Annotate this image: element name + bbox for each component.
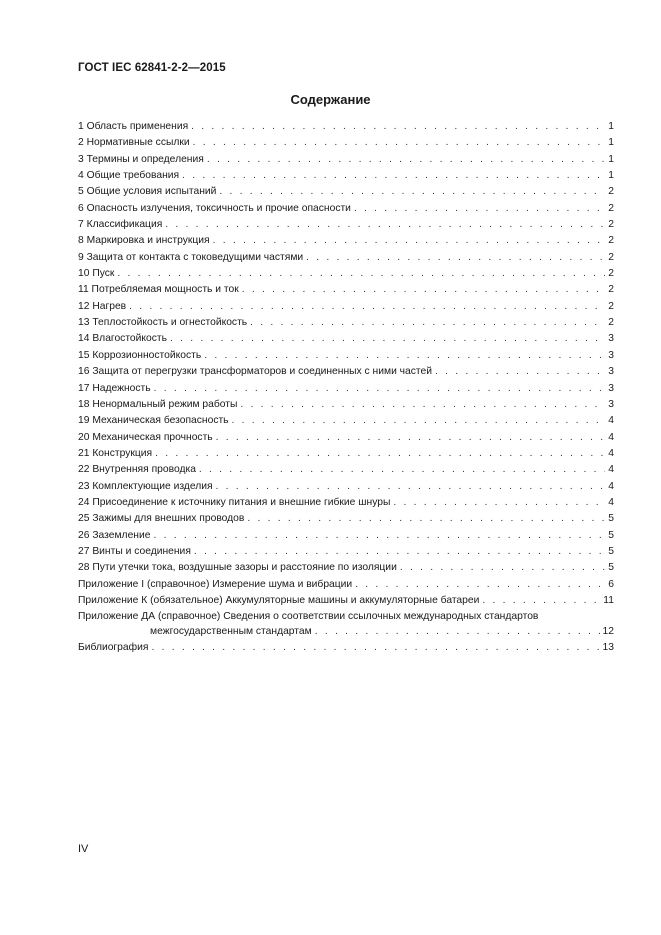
toc-entry-page: 2 bbox=[608, 202, 614, 214]
toc-dot-leader bbox=[207, 152, 605, 168]
toc-entry bbox=[78, 364, 614, 380]
toc-entry bbox=[78, 152, 614, 168]
toc-entry bbox=[78, 299, 614, 315]
toc-entry-page: 4 bbox=[608, 464, 614, 476]
toc-entry-label: 6 Опасность излучения, токсичность и прочие опасности bbox=[78, 202, 351, 214]
toc-dot-leader bbox=[153, 528, 605, 544]
toc-entry-label: 4 Общие требования bbox=[78, 170, 180, 182]
toc-entry-label: 5 Общие условия испытаний bbox=[78, 186, 217, 198]
toc-entry-annex-da bbox=[78, 609, 614, 640]
toc-entry-page: 2 bbox=[608, 284, 614, 296]
toc-entry-page: 2 bbox=[608, 268, 614, 280]
toc-entry-page: 4 bbox=[608, 447, 614, 459]
toc-entry-label: 26 Заземление bbox=[78, 529, 151, 541]
toc-dot-leader bbox=[216, 479, 606, 495]
toc-entry-page: 13 bbox=[602, 642, 614, 654]
toc-entry bbox=[78, 184, 614, 200]
toc-entry-label: 25 Зажимы для внешних проводов bbox=[78, 513, 245, 525]
toc-entry bbox=[78, 528, 614, 544]
toc-dot-leader bbox=[315, 624, 600, 640]
toc-entry bbox=[78, 315, 614, 331]
toc-entry-label: 8 Маркировка и инструкция bbox=[78, 235, 210, 247]
toc-dot-leader bbox=[219, 184, 605, 200]
toc-entry-label: 14 Влагостойкость bbox=[78, 333, 167, 345]
toc-dot-leader bbox=[242, 282, 606, 298]
toc-entry-label: 20 Механическая прочность bbox=[78, 431, 213, 443]
toc-entry-page: 3 bbox=[608, 382, 614, 394]
toc-entry bbox=[78, 331, 614, 347]
toc-dot-leader bbox=[151, 640, 599, 656]
toc-entry bbox=[78, 250, 614, 266]
toc-entry bbox=[78, 413, 614, 429]
toc-entry bbox=[78, 430, 614, 446]
toc-entry-label: 12 Нагрев bbox=[78, 300, 127, 312]
toc-entry-page: 3 bbox=[608, 398, 614, 410]
toc-dot-leader bbox=[482, 593, 600, 609]
toc-dot-leader bbox=[250, 315, 605, 331]
toc-entry-label-continued: межгосударственным стандартам bbox=[150, 626, 312, 638]
toc-entry-page: 2 bbox=[608, 186, 614, 198]
toc-entry bbox=[78, 577, 614, 593]
toc-entry-page: 5 bbox=[608, 513, 614, 525]
toc-entry-label: 21 Конструкция bbox=[78, 447, 153, 459]
toc-dot-leader bbox=[354, 201, 605, 217]
toc-entry-page: 4 bbox=[608, 480, 614, 492]
toc-entry-label: 27 Винты и соединения bbox=[78, 545, 191, 557]
toc-entry-page: 5 bbox=[608, 562, 614, 574]
toc-entry bbox=[78, 201, 614, 217]
toc-dot-leader bbox=[204, 348, 605, 364]
toc-entry-label: 28 Пути утечки тока, воздушные зазоры и расстояние по изоляции bbox=[78, 562, 397, 574]
toc-entry bbox=[78, 135, 614, 151]
toc-entry-label: 18 Ненормальный режим работы bbox=[78, 398, 238, 410]
toc-entry-page: 5 bbox=[608, 529, 614, 541]
toc-entry-page: 2 bbox=[608, 251, 614, 263]
toc-entry-label: 19 Механическая безопасность bbox=[78, 415, 229, 427]
page-number: IV bbox=[78, 843, 89, 855]
toc-entry bbox=[78, 479, 614, 495]
toc-dot-leader bbox=[182, 168, 605, 184]
toc-entry-label: 15 Коррозионностойкость bbox=[78, 349, 202, 361]
toc-entry-label: 11 Потребляемая мощность и ток bbox=[78, 284, 239, 296]
toc-dot-leader bbox=[393, 495, 605, 511]
toc-entry bbox=[78, 348, 614, 364]
toc-entry-page: 11 bbox=[603, 594, 614, 606]
toc-dot-leader bbox=[194, 544, 605, 560]
toc-entry-page: 1 bbox=[608, 153, 614, 165]
toc-entry-label: 16 Защита от перегрузки трансформаторов и соединенных с ними частей bbox=[78, 366, 432, 378]
toc-dot-leader bbox=[155, 446, 605, 462]
toc-entry-continuation bbox=[78, 624, 614, 640]
toc-entry bbox=[78, 495, 614, 511]
toc-entry-label: 7 Классификация bbox=[78, 219, 163, 231]
toc-entry bbox=[78, 511, 614, 527]
toc-dot-leader bbox=[232, 413, 606, 429]
toc-entry-page: 4 bbox=[608, 431, 614, 443]
toc-dot-leader bbox=[400, 560, 605, 576]
toc-entry-page: 2 bbox=[608, 300, 614, 312]
toc-entry bbox=[78, 446, 614, 462]
toc-entry bbox=[78, 397, 614, 413]
toc-entry-label: 1 Область применения bbox=[78, 121, 189, 132]
toc-dot-leader bbox=[154, 381, 606, 397]
toc-entry-page: 3 bbox=[608, 366, 614, 378]
toc-entry-label: Библиография bbox=[78, 642, 149, 654]
toc-entry-label: 23 Комплектующие изделия bbox=[78, 480, 213, 492]
toc-dot-leader bbox=[240, 397, 605, 413]
toc-entry-label: 9 Защита от контакта с токоведущими частями bbox=[78, 251, 304, 263]
toc-dot-leader bbox=[117, 266, 605, 282]
toc-dot-leader bbox=[170, 331, 605, 347]
toc-entry bbox=[78, 233, 614, 249]
toc-entry-page: 1 bbox=[608, 137, 614, 149]
toc-entry bbox=[78, 593, 614, 609]
toc-entry-page: 3 bbox=[608, 333, 614, 345]
toc-entry bbox=[78, 462, 614, 478]
toc-entry-page: 2 bbox=[608, 317, 614, 329]
toc-dot-leader bbox=[129, 299, 605, 315]
toc-dot-leader bbox=[193, 135, 606, 151]
toc-entry-page: 5 bbox=[608, 545, 614, 557]
toc-dot-leader bbox=[435, 364, 605, 380]
toc-entry-label: 24 Присоединение к источнику питания и внешние гибкие шнуры bbox=[78, 496, 391, 508]
toc-entry-label: 3 Термины и определения bbox=[78, 153, 204, 165]
toc-entry-page: 3 bbox=[608, 349, 614, 361]
toc-entry-page: 4 bbox=[608, 496, 614, 508]
toc-dot-leader bbox=[191, 119, 605, 135]
toc-entry-label: 2 Нормативные ссылки bbox=[78, 137, 190, 149]
toc-entry-page: 2 bbox=[608, 219, 614, 231]
toc-entry bbox=[78, 640, 614, 656]
toc-entry-page: 2 bbox=[608, 235, 614, 247]
toc-entry-page: 6 bbox=[608, 578, 614, 590]
toc-dot-leader bbox=[306, 250, 605, 266]
toc-entry bbox=[78, 217, 614, 233]
toc-entry-label: 17 Надежность bbox=[78, 382, 151, 394]
standard-code: ГОСТ IEC 62841-2-2—2015 bbox=[78, 62, 226, 74]
table-of-contents bbox=[78, 119, 614, 657]
toc-entry-label: Приложение ДА (справочное) Сведения о соответствии ссылочных международных стандартов bbox=[78, 611, 539, 623]
toc-entry-page: 1 bbox=[608, 121, 614, 132]
toc-entry-label: 10 Пуск bbox=[78, 268, 115, 280]
toc-dot-leader bbox=[216, 430, 606, 446]
toc-entry bbox=[78, 168, 614, 184]
toc-dot-leader bbox=[355, 577, 605, 593]
toc-entry-label: Приложение I (справочное) Измерение шума и вибрации bbox=[78, 578, 353, 590]
toc-entry-page: 4 bbox=[608, 415, 614, 427]
toc-entry bbox=[78, 119, 614, 135]
toc-entry-page: 1 bbox=[608, 170, 614, 182]
toc-entry bbox=[78, 560, 614, 576]
toc-dot-leader bbox=[213, 233, 606, 249]
toc-title: Содержание bbox=[290, 92, 371, 107]
toc-entry bbox=[78, 381, 614, 397]
toc-entry-page: 12 bbox=[602, 626, 614, 638]
toc-entry-label: 13 Теплостойкость и огнестойкость bbox=[78, 317, 248, 329]
toc-entry-label: 22 Внутренняя проводка bbox=[78, 464, 196, 476]
toc-entry bbox=[78, 544, 614, 560]
toc-dot-leader bbox=[165, 217, 605, 233]
toc-dot-leader bbox=[247, 511, 605, 527]
toc-entry-label: Приложение К (обязательное) Аккумуляторные машины и аккумуляторные батареи bbox=[78, 594, 480, 606]
toc-entry bbox=[78, 282, 614, 298]
toc-dot-leader bbox=[199, 462, 605, 478]
toc-entry bbox=[78, 266, 614, 282]
